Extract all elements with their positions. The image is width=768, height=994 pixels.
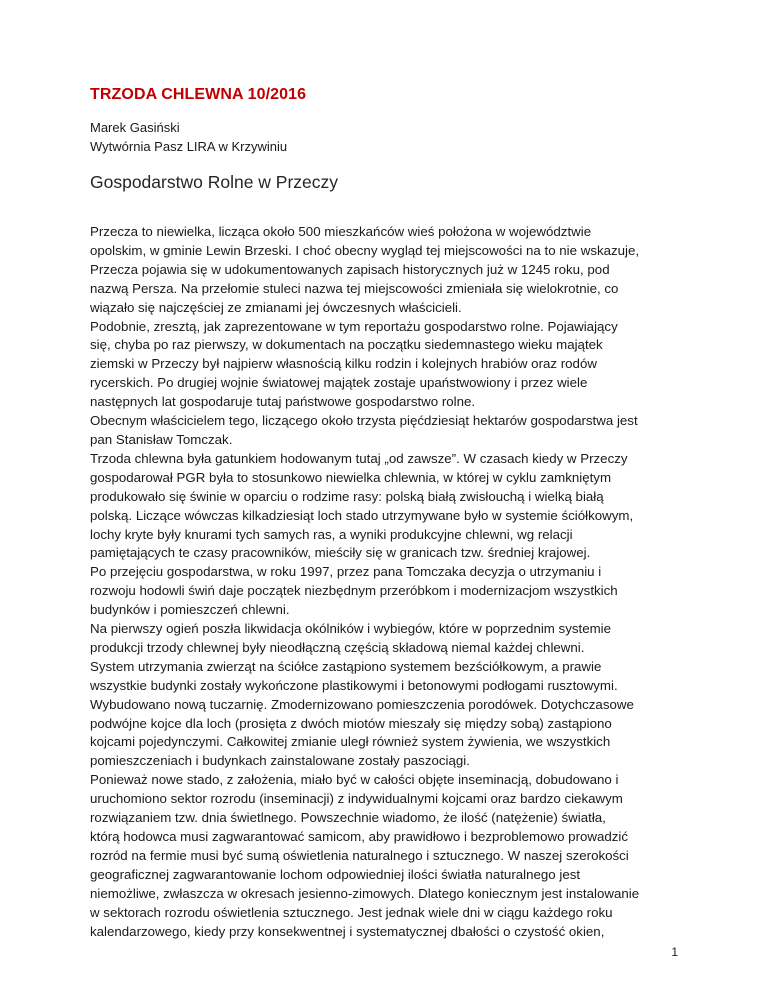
body-line: wiązało się najczęściej ze zmianami jej ówczesnych właścicieli.: [90, 299, 462, 315]
body-line: uruchomiono sektor rozrodu (inseminacji) z indywidualnymi kojcami oraz bardzo ciekawym: [90, 791, 623, 807]
author-name: Marek Gasiński: [90, 120, 180, 135]
body-line: kalendarzowego, kiedy przy konsekwentnej i systematycznej dbałości o czystość okien,: [90, 923, 605, 939]
body-line: polską. Liczące wówczas kilkadziesiąt loch stado utrzymywane było w systemie ściółkowym,: [90, 507, 634, 523]
body-line: opolskim, w gminie Lewin Brzeski. I choć obecny wygląd tej miejscowości na to nie wskazuje,: [90, 242, 640, 258]
body-line: Ponieważ nowe stado, z założenia, miało być w całości objęte inseminacją, dobudowano i: [90, 772, 619, 788]
section-heading: Gospodarstwo Rolne w Przeczy: [90, 172, 339, 192]
body-line: produkcji trzody chlewnej były nieodłączną częścią składową niemal każdej chlewni.: [90, 639, 585, 655]
body-text: [90, 223, 690, 941]
body-line: Wybudowano nową tuczarnię. Zmodernizowano pomieszczenia porodówek. Dotychczasowe: [90, 696, 634, 712]
page-number: 1: [671, 945, 678, 959]
body-line: podwójne kojce dla loch (prosięta z dwóch miotów mieszały się między sobą) zastąpiono: [90, 715, 612, 731]
author-block: [90, 118, 287, 156]
body-line: lochy kryte były knurami tych samych ras, a wyniki produkcyjne chlewni, wg relacji: [90, 526, 573, 542]
body-line: rycerskich. Po drugiej wojnie światowej majątek zostaje upaństwowiony i przez wiele: [90, 375, 588, 391]
body-line: kojcami pojedynczymi. Całkowitej zmianie uległ również system żywienia, we wszystkich: [90, 734, 611, 750]
body-line: Obecnym właścicielem tego, liczącego około trzysta pięćdziesiąt hektarów gospodarstwa jest: [90, 413, 638, 429]
body-line: ziemski w Przeczy był najpierw własnością kilku rodzin i kolejnych hrabiów oraz rodów: [90, 356, 597, 372]
body-line: którą hodowca musi zagwarantować samicom, aby prawidłowo i bezproblemowo prowadzić: [90, 829, 629, 844]
body-line: niemożliwe, zwłaszcza w okresach jesienno-zimowych. Dlatego koniecznym jest instalowanie: [90, 885, 640, 901]
document-title: TRZODA CHLEWNA 10/2016: [90, 86, 307, 103]
body-line: budynków i pomieszczeń chlewni.: [90, 602, 290, 618]
body-line: rozród na fermie musi być sumą oświetlenia naturalnego i sztucznego. W naszej szerokości: [90, 847, 629, 863]
body-line: się, chyba po raz pierwszy, w dokumentach na początku siedemnastego wieku majątek: [90, 337, 603, 353]
body-line: nazwą Persza. Na przełomie stuleci nazwa tej miejscowości zmieniała się wielokrotnie, co: [90, 280, 619, 296]
body-line: pan Stanisław Tomczak.: [90, 431, 233, 447]
body-line: pamiętających te czasy pracowników, mieściły się w granicach tzw. średniej krajowej.: [90, 545, 591, 561]
body-line: Przecza to niewielka, licząca około 500 mieszkańców wieś położona w województwie: [90, 224, 592, 239]
body-line: rozwiązaniem tzw. dnia świetlnego. Powszechnie wiadomo, że ilość (natężenie) światła,: [90, 810, 606, 826]
body-line: Podobnie, zresztą, jak zaprezentowane w tym reportażu gospodarstwo rolne. Pojawiający: [90, 318, 618, 334]
author-affiliation: Wytwórnia Pasz LIRA w Krzywiniu: [90, 139, 288, 154]
body-line: wszystkie budynki zostały wykończone plastikowymi i betonowymi podłogami rusztowymi.: [90, 677, 618, 693]
body-line: w sektorach rozrodu oświetlenia sztucznego. Jest jednak wiele dni w ciągu każdego roku: [90, 904, 613, 920]
body-line: System utrzymania zwierząt na ściółce zastąpiono systemem bezściółkowym, a prawie: [90, 658, 602, 674]
body-line: następnych lat gospodaruje tutaj państwowe gospodarstwo rolne.: [90, 394, 476, 410]
body-line: rozwoju hodowli świń daje początek niezbędnym przeróbkom i modernizacjom wszystkich: [90, 583, 618, 599]
body-line: produkowało się świnie w oparciu o rodzime rasy: polską białą zwisłouchą i wielką białą: [90, 488, 604, 504]
body-line: Po przejęciu gospodarstwa, w roku 1997, przez pana Tomczaka decyzja o utrzymaniu i: [90, 564, 602, 580]
body-line: pomieszczeniach i budynkach zainstalowane zostały paszociągi.: [90, 753, 470, 769]
body-line: Trzoda chlewna była gatunkiem hodowanym tutaj „od zawsze”. W czasach kiedy w Przeczy: [90, 450, 628, 466]
body-line: Na pierwszy ogień poszła likwidacja okólników i wybiegów, które w poprzednim systemie: [90, 621, 612, 637]
body-line: gospodarował PGR była to stosunkowo niewielka chlewnia, w której w cyklu zamkniętym: [90, 469, 612, 485]
body-line: Przecza pojawia się w udokumentowanych zapisach historycznych już w 1245 roku, pod: [90, 261, 610, 277]
body-line: geograficznej zagwarantowanie lochom odpowiedniej ilości światła naturalnego jest: [90, 866, 581, 882]
